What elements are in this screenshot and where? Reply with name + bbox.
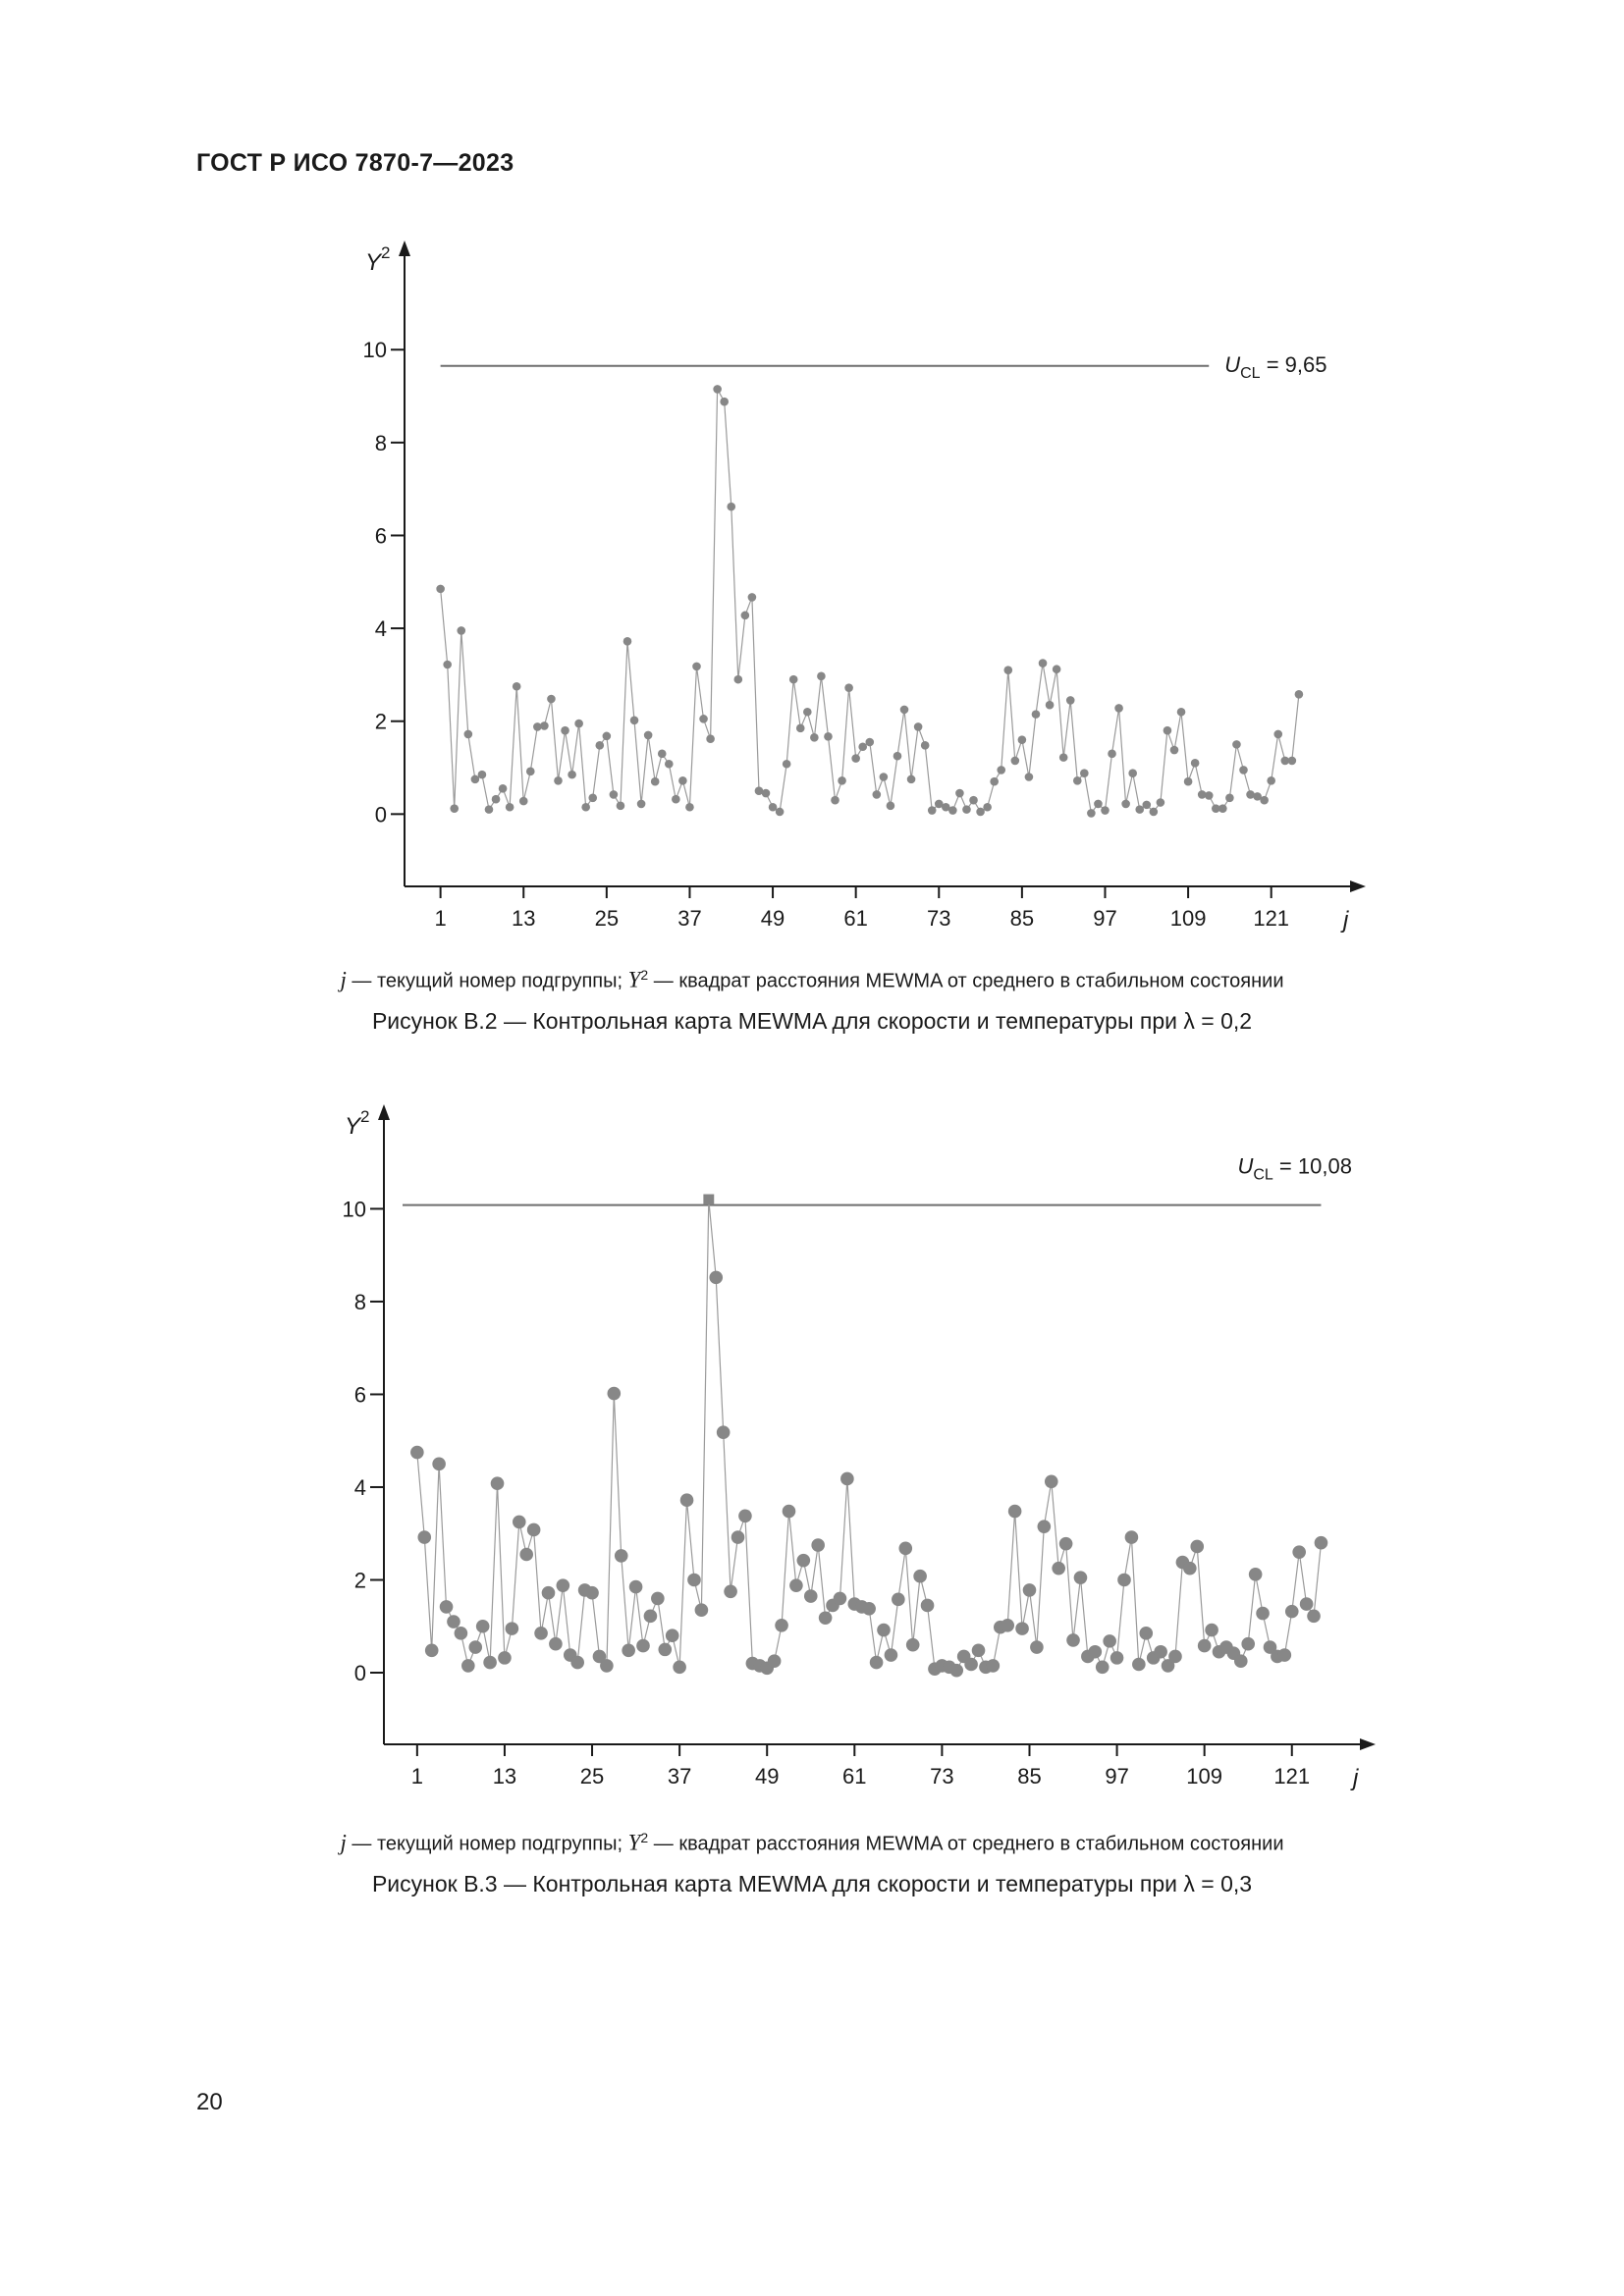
data-point [1315,1536,1328,1550]
data-point [1273,730,1282,739]
data-point [1101,806,1110,815]
data-point [425,1644,439,1658]
data-point [513,682,521,691]
x-tick-label: 97 [1105,1764,1129,1789]
data-point [976,808,985,817]
data-point [498,1651,512,1665]
data-point [738,1509,752,1522]
x-tick-label: 97 [1093,906,1117,931]
x-axis-label: j [1343,907,1349,934]
data-point [603,732,612,741]
data-point [885,1648,898,1662]
data-point [617,802,625,811]
data-point [622,1644,635,1658]
data-point [1053,665,1061,673]
data-point [898,1542,912,1556]
data-point [526,768,535,776]
data-point [1032,710,1041,719]
data-point [1025,773,1034,781]
data-point [1039,659,1048,667]
legend-j-text: — текущий номер подгруппы; [346,1833,628,1855]
data-point [797,1554,811,1568]
data-point [1015,1622,1029,1635]
data-point [417,1530,431,1544]
x-tick-label: 1 [434,906,447,931]
y-tick-label: 4 [353,1474,366,1500]
data-point [1103,1634,1116,1648]
data-point [600,1659,614,1673]
data-point [519,797,528,806]
data-point [608,1387,622,1401]
data-point [1183,1562,1197,1575]
x-tick-label: 109 [1186,1764,1223,1789]
data-point [549,1637,563,1651]
data-point [1128,769,1137,777]
data-point [817,672,826,681]
data-point [636,1639,650,1653]
data-point [483,1656,497,1670]
ucl-label: $U_{CL} = 9,65$ [1224,351,1327,382]
data-point [796,724,805,733]
data-point [665,760,674,769]
data-point [734,675,743,684]
data-point [410,1446,424,1460]
data-point [880,773,889,781]
data-point [1190,1540,1204,1554]
data-point [485,805,494,814]
data-point [783,1505,796,1519]
data-point [1232,740,1241,749]
page-number: 20 [196,2089,223,2115]
data-point [858,742,867,751]
x-tick-label: 37 [677,906,702,931]
data-point [1191,759,1200,768]
data-point [1066,696,1075,705]
x-tick-label: 61 [843,906,868,931]
data-point [1256,1607,1270,1621]
data-point [1267,776,1275,785]
document-header: ГОСТ Р ИСО 7870-7—2023 [196,149,514,177]
data-point [955,789,964,798]
legend-y-symbol: Y [627,967,641,992]
data-point [834,1592,847,1606]
data-point [1307,1610,1321,1624]
data-point [983,803,992,812]
data-point [1260,796,1269,805]
data-point [709,1271,723,1285]
data-point [1132,1658,1146,1672]
data-point [887,802,895,811]
data-point [831,796,839,805]
y-axis-arrow [378,1104,390,1120]
data-point [769,803,778,812]
data-point [1135,805,1144,814]
x-tick-label: 73 [930,1764,954,1789]
x-tick-label: 25 [594,906,620,931]
data-point [862,1602,876,1616]
data-point [588,793,597,802]
data-point [900,706,909,715]
x-tick-label: 85 [1017,1764,1042,1789]
data-point [789,1578,803,1592]
data-point [1038,1520,1052,1533]
data-point [1157,798,1165,807]
data-point [907,775,916,784]
data-point [476,1620,490,1633]
data-point [720,398,729,406]
ucl-label: $U_{CL} = 10,08$ [1237,1153,1352,1184]
data-point [1142,801,1151,810]
x-tick-label: 73 [927,906,951,931]
data-point [534,1627,548,1640]
data-point [893,752,902,761]
x-tick-label: 49 [754,1764,780,1789]
data-point [623,637,632,646]
x-tick-label: 13 [511,906,536,931]
data-point [644,731,653,740]
data-point [1300,1597,1314,1611]
data-point [748,593,757,602]
data-point [468,1640,482,1654]
data-point [949,1664,963,1678]
data-point [1168,1650,1182,1664]
data-point [651,1592,665,1606]
data-point [1108,750,1116,759]
data-point [637,800,646,809]
figure-legend [0,967,1624,993]
data-point [461,1659,475,1673]
data-point [471,775,480,784]
figure-caption: Рисунок В.2 — Контрольная карта MEWMA для скорости и температуры при λ = 0,2 [371,1008,1253,1034]
data-point [838,776,846,785]
data-point [1059,753,1068,762]
data-point [762,789,771,798]
data-point-out-of-control [703,1195,714,1205]
data-point [443,661,452,669]
data-point [1292,1545,1306,1559]
data-point [581,803,590,812]
data-point [724,1585,737,1599]
series-line [417,1200,1322,1671]
data-point [824,732,833,741]
data-point [629,1580,643,1594]
y-tick-label: 2 [353,1568,366,1593]
data-point [1154,1645,1167,1659]
data-point [651,777,660,786]
x-axis-arrow [1350,881,1366,892]
figure-legend [0,1830,1624,1856]
data-point [783,760,791,769]
data-point [506,803,514,812]
data-point [478,771,487,779]
data-point [1198,1639,1212,1653]
data-point [527,1523,541,1537]
data-point [1125,1530,1139,1544]
data-point [1018,735,1027,744]
y-tick-label: 4 [374,616,387,642]
data-point [1094,800,1103,809]
x-axis-arrow [1360,1738,1376,1750]
data-point [554,776,563,785]
data-point [1080,769,1089,777]
data-point [561,726,569,735]
y-tick-label: 0 [353,1661,366,1686]
legend-y-sup: 2 [640,967,649,983]
data-point [706,734,715,743]
data-point [1046,701,1055,710]
data-point [1121,800,1130,809]
legend-y-text: — квадрат расстояния MEWMA от среднего в стабильном состоянии [648,1833,1284,1855]
data-point [547,695,556,704]
data-point [687,1574,701,1587]
y-tick-label: 8 [353,1289,366,1314]
data-point [1074,1571,1088,1584]
data-point [1114,704,1123,713]
data-point [673,1661,686,1675]
data-point [1003,666,1012,674]
data-point [1295,690,1304,699]
data-point [914,722,923,731]
chart-figure-b2 [0,211,1624,957]
data-point [630,716,639,724]
chart-figure-b3 [0,1085,1624,1831]
data-point [506,1622,519,1635]
data-point [804,1589,818,1603]
data-point [1285,1605,1299,1619]
data-point [913,1570,927,1583]
data-point [1170,746,1179,755]
data-point [1117,1574,1131,1587]
data-point [492,795,501,804]
y-tick-label: 6 [374,523,387,549]
figure-caption: Рисунок В.3 — Контрольная карта MEWMA для скорости и температуры при λ = 0,3 [371,1871,1253,1896]
data-point [1052,1562,1065,1575]
data-point [1059,1537,1073,1551]
data-point [1218,804,1227,813]
data-point [892,1593,905,1607]
data-point [921,741,930,750]
x-tick-label: 25 [579,1764,605,1789]
data-point [990,777,999,786]
x-tick-label: 49 [760,906,785,931]
data-point [450,804,459,813]
data-point [877,1624,891,1637]
y-tick-label: 10 [342,1197,366,1222]
data-point [542,1586,556,1600]
data-point [658,750,667,759]
data-point [1139,1627,1153,1640]
x-axis-label: j [1353,1765,1359,1791]
y-axis-label: Y [365,249,382,276]
data-point [810,733,819,742]
data-point [570,1656,584,1670]
data-point [672,795,680,804]
y-tick-label: 6 [353,1382,366,1408]
data-point [741,612,750,620]
x-tick-label: 85 [1009,906,1035,931]
data-point [615,1549,628,1563]
data-point [685,803,694,812]
y-axis-arrow [399,240,410,256]
data-point [851,754,860,763]
data-point [519,1548,533,1562]
data-point [768,1654,782,1668]
data-point [457,626,465,635]
data-point [1087,809,1096,818]
y-tick-label: 10 [362,338,387,363]
data-point [964,1658,978,1672]
data-point [574,720,583,728]
y-tick-label: 8 [374,430,387,455]
data-point [1184,777,1193,786]
data-point [644,1610,658,1624]
x-tick-label: 13 [492,1764,517,1789]
data-point [680,1493,694,1507]
legend-j-symbol: j [340,967,347,992]
data-point [906,1638,920,1652]
x-tick-label: 1 [410,1764,423,1789]
data-point [695,1603,709,1617]
x-tick-label: 121 [1253,906,1290,931]
data-point [1045,1475,1058,1489]
legend-j-text: — текущий номер подгруппы; [346,970,628,992]
data-point [692,663,701,671]
data-point [432,1458,446,1471]
data-point [610,790,619,799]
data-point [1089,1645,1103,1659]
data-point [658,1643,672,1657]
data-point [540,721,549,730]
data-point [803,708,812,717]
data-point [873,790,882,799]
data-point [1241,1637,1255,1651]
data-point [1205,1624,1218,1637]
data-point [1096,1661,1110,1675]
data-point [819,1611,833,1625]
data-point [666,1629,679,1642]
data-point [1110,1651,1124,1665]
data-point [1150,808,1159,817]
y-tick-label: 2 [374,709,387,734]
x-tick-label: 109 [1169,906,1207,931]
y-axis-label-sup: 2 [381,243,391,262]
data-point [1023,1583,1037,1597]
x-tick-label: 37 [667,1764,692,1789]
data-point [557,1578,570,1592]
data-point [440,1600,454,1614]
x-tick-label: 61 [842,1764,867,1789]
data-point [1008,1505,1022,1519]
data-point [595,741,604,750]
data-point [491,1476,505,1490]
data-point [1225,793,1234,802]
data-point [811,1538,825,1552]
data-point [1030,1640,1044,1654]
data-point [1073,776,1082,785]
data-point [1278,1648,1292,1662]
legend-y-sup: 2 [640,1830,649,1845]
data-point [678,776,687,785]
data-point [775,1619,788,1632]
data-point [1249,1568,1263,1581]
data-point [436,585,445,594]
y-axis-label: Y [345,1113,361,1140]
data-point [1239,766,1248,774]
y-tick-label: 0 [374,802,387,828]
data-point [972,1644,986,1658]
data-point [870,1656,884,1670]
data-point [928,806,937,815]
data-point [776,808,785,817]
data-point [727,503,735,511]
data-point [455,1627,468,1640]
data-point [840,1472,854,1486]
data-point [921,1599,935,1613]
data-point [1164,726,1172,735]
data-point [513,1516,526,1529]
data-point [447,1615,460,1629]
data-point [997,766,1005,774]
data-point [699,715,708,723]
data-point [1001,1619,1014,1632]
data-point [585,1586,599,1600]
data-point [865,738,874,747]
data-point [1177,708,1186,717]
legend-j-symbol: j [340,1830,347,1855]
data-point [789,675,798,684]
data-point [713,385,722,394]
legend-y-symbol: Y [627,1830,641,1855]
data-point [1011,757,1020,766]
data-point [987,1659,1001,1673]
x-tick-label: 121 [1273,1764,1311,1789]
data-point [948,806,957,815]
data-point [568,771,576,779]
data-point [962,805,971,814]
legend-y-text: — квадрат расстояния MEWMA от среднего в стабильном состоянии [648,970,1284,992]
data-point [1288,757,1297,766]
data-point [464,730,473,739]
y-axis-label-sup: 2 [360,1107,370,1126]
data-point [1205,791,1214,800]
data-point [717,1425,731,1439]
data-point [844,683,853,692]
data-point [1066,1633,1080,1647]
data-point [499,784,508,793]
data-point [731,1530,745,1544]
data-point [969,796,978,805]
data-point [1234,1654,1248,1668]
